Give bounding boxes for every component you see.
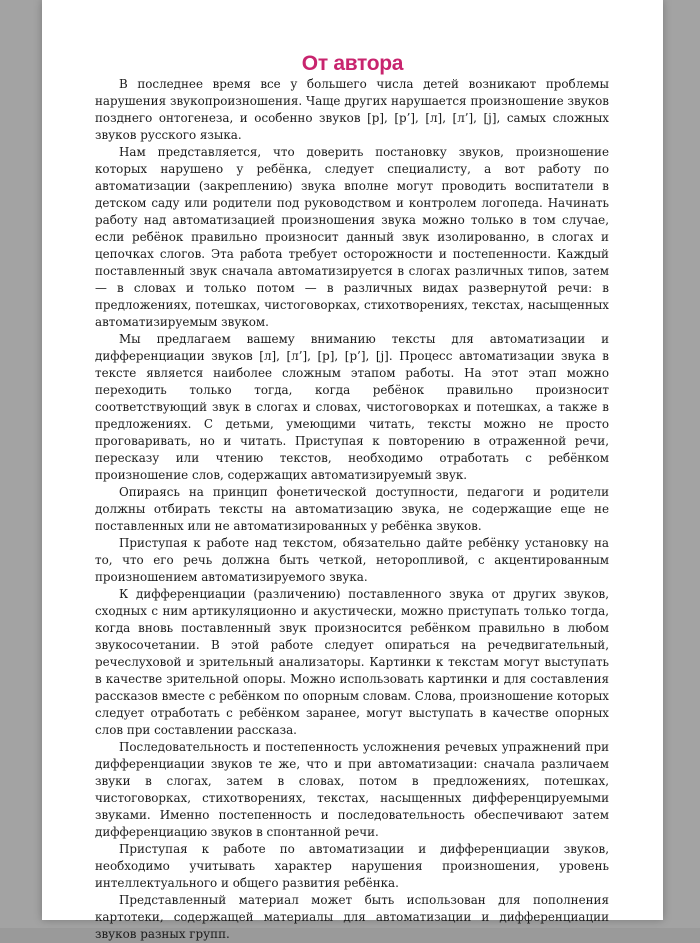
paragraph: Приступая к работе по автоматизации и дифференциации звуков, необходимо учитывать характер нарушения произношения, уровень интеллектуального и общего развития ребёнка. [95, 842, 609, 890]
document-page [42, 0, 663, 941]
body-text [95, 76, 609, 943]
paragraph: Мы предлагаем вашему вниманию тексты для автоматизации и дифференциации звуков [л], [л’], [р], [р’], [j]. Процесс автоматизации звука в тексте является наиболее сложным этапом работы. На этот этап можно переходить только тогда, когда ребёнок правильно произносит соответствующий звук в слогах и словах, чистоговорках и потешках, а также в предложениях. С детьми, умеющими читать, тексты можно не просто проговаривать, но и читать. Приступая к повторению в отраженной речи, пересказу или чтению текстов, необходимо отработать с ребёнком произношение слов, содержащих автоматизируемый звук. [95, 332, 609, 482]
paragraph: Опираясь на принцип фонетической доступности, педагоги и родители должны отбирать тексты на автоматизацию звука, не содержащие еще не поставленных или не автоматизированных у ребёнка звуков. [95, 485, 609, 533]
paragraph: Последовательность и постепенность усложнения речевых упражнений при дифференциации звуков те же, что и при автоматизации: сначала различаем звуки в слогах, затем в словах, потом в предложениях, потешках, чистоговорках, стихотворениях, текстах, насыщенных дифференцируемыми звуками. Именно постепенность и последовательность обеспечивают затем дифференциацию звуков в спонтанной речи. [95, 740, 609, 839]
paragraph: К дифференциации (различению) поставленного звука от других звуков, сходных с ним артикуляционно и акустически, можно приступать только тогда, когда вновь поставленный звук произносится ребёнком правильно в любом звукосочетании. В этой работе следует опираться на речедвигательный, речеслуховой и зрительный анализаторы. Картинки к текстам могут выступать в качестве зрительной опоры. Можно использовать картинки и для составления рассказов вместе с ребёнком по опорным словам. Слова, произношение которых следует отработать с ребёнком заранее, могут выступать в качестве опорных слов при составлении рассказа. [95, 587, 609, 737]
page-title: От автора [301, 52, 404, 75]
paragraph: Представленный материал может быть использован для пополнения картотеки, содержащей материалы для автоматизации и дифференциации звуков разных групп. [95, 893, 609, 941]
paragraph: Нам представляется, что доверить постановку звуков, произношение которых нарушено у ребёнка, следует специалисту, а вот работу по автоматизации (закреплению) звука вполне могут проводить воспитатели в детском саду или родители под руководством и контролем логопеда. Начинать работу над автоматизацией произношения звука можно только в том случае, если ребёнок правильно произносит данный звук изолированно, в слогах и цепочках слогов. Эта работа требует осторожности и постепенности. Каждый поставленный звук сначала автоматизируется в слогах различных типов, затем — в словах и только потом — в различных видах развернутой речи: в предложениях, потешках, чистоговорках, стихотворениях, текстах, насыщенных автоматизируемым звуком. [95, 145, 609, 329]
paragraph: Приступая к работе над текстом, обязательно дайте ребёнку установку на то, что его речь должна быть четкой, неторопливой, с акцентированным произношением автоматизируемого звука. [95, 536, 609, 584]
paragraph: В последнее время все у большего числа детей возникают проблемы нарушения звукопроизношения. Чаще других нарушается произношение звуков позднего онтогенеза, и особенно звуков [р], [р’], [л], [л’], [j], самых сложных звуков русского языка. [95, 77, 609, 142]
